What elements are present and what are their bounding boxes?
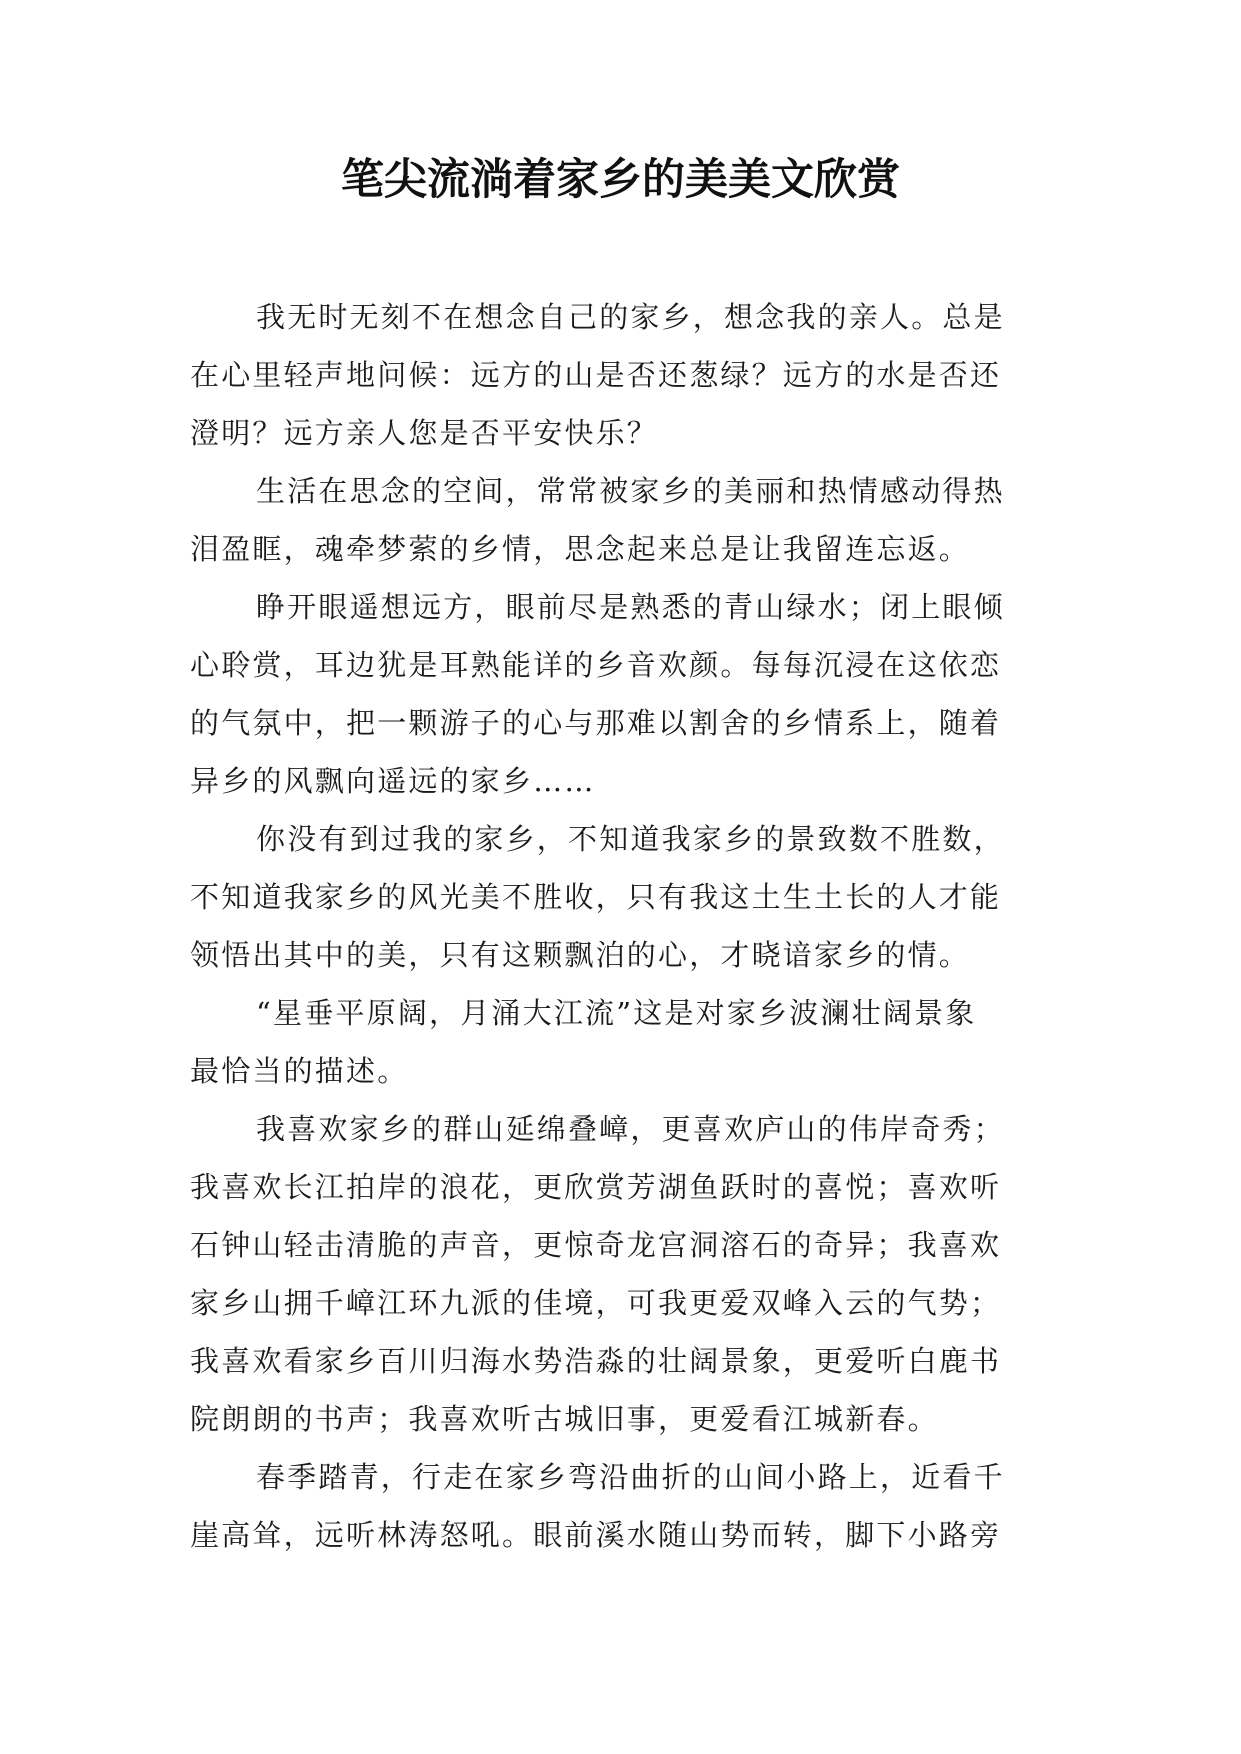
text-line: 生活在思念的空间，常常被家乡的美丽和热情感动得热 — [256, 474, 1005, 508]
text-line: 院朗朗的书声；我喜欢听古城旧事，更爱看江城新春。 — [190, 1402, 939, 1436]
paragraph — [190, 288, 1050, 462]
text-line: 石钟山轻击清脆的声音，更惊奇龙宫洞溶石的奇异；我喜欢 — [190, 1228, 1002, 1262]
paragraph — [190, 578, 1050, 810]
text-line: 我喜欢看家乡百川归海水势浩淼的壮阔景象，更爱听白鹿书 — [190, 1344, 1002, 1378]
text-line: 泪盈眶，魂牵梦萦的乡情，思念起来总是让我留连忘返。 — [190, 532, 971, 566]
paragraph — [190, 984, 1050, 1100]
text-line: 的气氛中，把一颗游子的心与那难以割舍的乡情系上，随着 — [190, 706, 1002, 740]
text-line: 不知道我家乡的风光美不胜收，只有我这土生土长的人才能 — [190, 880, 1002, 914]
document-body — [190, 288, 1050, 1564]
text-line: 你没有到过我的家乡，不知道我家乡的景致数不胜数， — [256, 822, 1005, 856]
text-line: 春季踏青，行走在家乡弯沿曲折的山间小路上，近看千 — [256, 1460, 1005, 1494]
text-line: 家乡山拥千嶂江环九派的佳境，可我更爱双峰入云的气势； — [190, 1286, 1002, 1320]
text-line: “星垂平原阔，月涌大江流”这是对家乡波澜壮阔景象 — [256, 996, 977, 1030]
text-line: 在心里轻声地问候：远方的山是否还葱绿？远方的水是否还 — [190, 358, 1002, 392]
text-line: 我喜欢长江拍岸的浪花，更欣赏芳湖鱼跃时的喜悦；喜欢听 — [190, 1170, 1002, 1204]
text-line: 崖高耸，远听林涛怒吼。眼前溪水随山势而转，脚下小路旁 — [190, 1518, 1002, 1552]
paragraph — [190, 810, 1050, 984]
text-line: 异乡的风飘向遥远的家乡…… — [190, 764, 596, 798]
text-line: 澄明？远方亲人您是否平安快乐？ — [190, 416, 659, 450]
text-line: 领悟出其中的美，只有这颗飘泊的心，才晓谙家乡的情。 — [190, 938, 971, 972]
text-line: 心聆赏，耳边犹是耳熟能详的乡音欢颜。每每沉浸在这依恋 — [190, 648, 1002, 682]
text-line: 最恰当的描述。 — [190, 1054, 409, 1088]
text-line: 我喜欢家乡的群山延绵叠嶂，更喜欢庐山的伟岸奇秀； — [256, 1112, 1005, 1146]
paragraph — [190, 1448, 1050, 1564]
paragraph — [190, 462, 1050, 578]
document-title: 笔尖流淌着家乡的美美文欣赏 — [341, 155, 900, 205]
text-line: 睁开眼遥想远方，眼前尽是熟悉的青山绿水；闭上眼倾 — [256, 590, 1005, 624]
text-line: 我无时无刻不在想念自己的家乡，想念我的亲人。总是 — [256, 300, 1005, 334]
paragraph — [190, 1100, 1050, 1448]
